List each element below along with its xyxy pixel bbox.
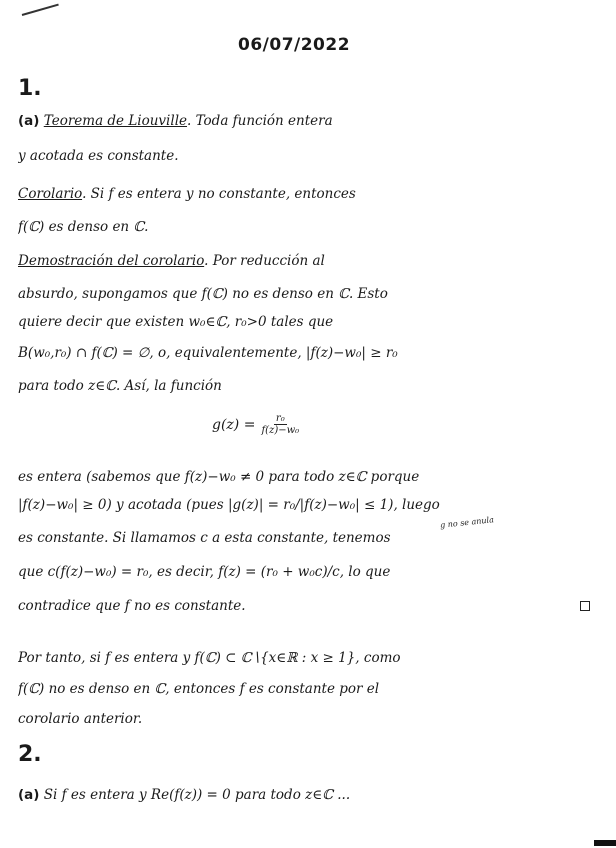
line-theorem	[18, 113, 603, 129]
line-12: es constante. Si llamamos c a esta constante, tenemos	[18, 530, 391, 546]
formula-numerator: r₀	[275, 413, 285, 424]
line-18-text: Si f es entera y Re(f(z)) = 0 para todo z∈ℂ ...	[43, 787, 351, 803]
item-label-2: (a)	[18, 787, 40, 803]
corollary-title: Corolario	[18, 186, 83, 202]
line-proof	[18, 253, 603, 269]
line-8: B(w₀,r₀) ∩ f(ℂ) = ∅, o, equivalentemente, |f(z)−w₀| ≥ r₀	[18, 345, 398, 361]
qed-box	[580, 601, 590, 611]
line-4: f(ℂ) es denso en ℂ.	[18, 219, 149, 235]
corollary-text: . Si f es entera y no constante, entonces	[82, 186, 356, 202]
formula-fraction	[259, 413, 301, 436]
line-14: contradice que f no es constante.	[18, 598, 246, 614]
line-15: Por tanto, si f es entera y f(ℂ) ⊂ ℂ∖{x∈ℝ : x ≥ 1}, como	[18, 650, 401, 666]
page-edge-mark	[594, 840, 616, 846]
line-16: f(ℂ) no es denso en ℂ, entonces f es constante por el	[18, 681, 380, 697]
theorem-title: Teorema de Liouville	[43, 113, 188, 129]
formula-lhs: g(z) =	[212, 416, 256, 433]
formula-g	[212, 413, 301, 436]
margin-note: g no se anula	[439, 515, 495, 530]
section-2-number: 2.	[18, 742, 42, 767]
line-7: quiere decir que existen w₀∈ℂ, r₀>0 tales que	[18, 314, 334, 330]
line-13: que c(f(z)−w₀) = r₀, es decir, f(z) = (r₀ + w₀c)/c, lo que	[18, 564, 391, 580]
line-9: para todo z∈ℂ. Así, la función	[18, 378, 222, 394]
line-11: |f(z)−w₀| ≥ 0) y acotada (pues |g(z)| = r₀/|f(z)−w₀| ≤ 1), luego	[18, 497, 440, 513]
line-2: y acotada es constante.	[18, 148, 179, 164]
line-10: es entera (sabemos que f(z)−w₀ ≠ 0 para todo z∈ℂ porque	[18, 469, 420, 485]
theorem-text: . Toda función entera	[187, 113, 333, 129]
formula-denominator: f(z)−w₀	[261, 425, 300, 436]
line-6: absurdo, supongamos que f(ℂ) no es denso en ℂ. Esto	[18, 286, 388, 302]
item-label: (a)	[18, 113, 40, 129]
line-17: corolario anterior.	[18, 711, 143, 727]
section-1-number: 1.	[18, 76, 42, 101]
pen-mark	[22, 4, 59, 16]
line-18	[18, 787, 603, 803]
line-corollary	[18, 186, 603, 202]
proof-title: Demostración del corolario	[18, 253, 205, 269]
page-date: 06/07/2022	[238, 35, 351, 55]
proof-text: . Por reducción al	[204, 253, 325, 269]
